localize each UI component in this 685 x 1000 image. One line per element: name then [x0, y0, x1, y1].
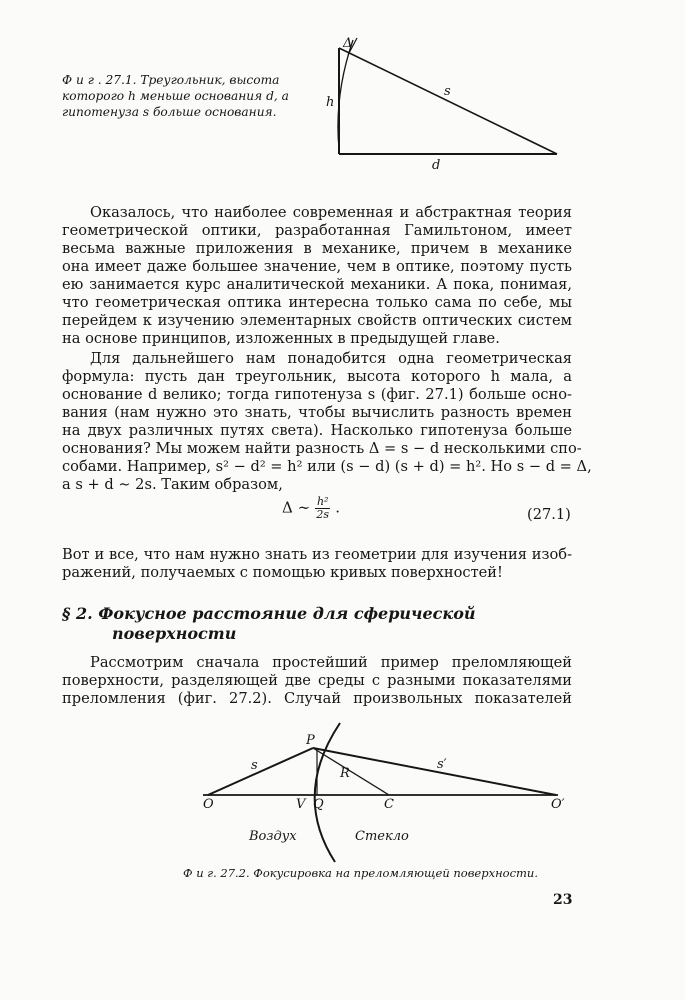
text-line: основание d велико; тогда гипотенуза s (фиг. 27.1) больше осно-: [62, 386, 572, 403]
formula-denominator: 2s: [316, 508, 330, 521]
label-O: O: [203, 797, 214, 812]
equation-number: (27.1): [527, 506, 571, 523]
section-heading: [62, 604, 532, 644]
text-line: Для дальнейшего нам понадобится одна геометрическая: [90, 350, 572, 367]
text-line: вания (нам нужно это знать, чтобы вычислить разность времен: [62, 404, 572, 421]
figure-27-2-caption: Ф и г. 27.2. Фокусировка на преломляющей поверхности.: [183, 866, 538, 880]
label-Q: Q: [313, 797, 324, 812]
formula-lhs: Δ ∼: [282, 498, 311, 517]
label-V: V: [296, 797, 306, 812]
label-O-prime: O′: [551, 797, 565, 812]
page-number: 23: [553, 892, 573, 908]
text-line: собами. Например, s² − d² = h² или (s − d) (s + d) = h². Но s − d = Δ,: [62, 458, 592, 475]
triangle-hypotenuse: [339, 48, 557, 154]
text-line: формула: пусть дан треугольник, высота которого h мала, а: [62, 368, 572, 385]
label-delta: Δ: [343, 36, 353, 51]
section-title-line-2: поверхности: [112, 624, 237, 643]
ray-s: [208, 748, 313, 795]
formula-fraction: [315, 496, 331, 521]
text-line: преломления (фиг. 27.2). Случай произвольных показателей: [62, 690, 572, 707]
formula-27-1: [282, 496, 340, 521]
label-air: Воздух: [249, 829, 297, 844]
label-glass: Стекло: [355, 829, 409, 844]
label-R: R: [340, 766, 350, 781]
text-line: ею занимается курс аналитической механики. А пока, понимая,: [62, 276, 572, 293]
text-line: на двух различных путях света). Насколько гипотенуза больше: [62, 422, 572, 439]
text-line: весьма важные приложения в механике, причем в механике: [62, 240, 572, 257]
text-line: ражений, получаемых с помощью кривых поверхностей!: [62, 564, 503, 581]
text-line: а s + d ∼ 2s. Таким образом,: [62, 476, 283, 493]
label-P: P: [306, 733, 315, 748]
refracting-surface: [315, 723, 340, 862]
section-title-line-1: § 2. Фокусное расстояние для сферической: [62, 604, 476, 623]
text-line: геометрической оптики, разработанная Гамильтоном, имеет: [62, 222, 572, 239]
text-line: основания? Мы можем найти разность Δ = s − d несколькими спо-: [62, 440, 582, 457]
label-h: h: [326, 95, 335, 110]
paragraph-3: [62, 546, 572, 582]
paragraph-4: [62, 654, 572, 708]
caption-line: Ф и г . 27.1. Треугольник, высота: [62, 73, 280, 87]
text-line: Рассмотрим сначала простейший пример преломляющей: [90, 654, 572, 671]
text-line: что геометрическая оптика интересна только сама по себе, мы: [62, 294, 572, 311]
text-line: перейдем к изучению элементарных свойств оптических систем: [62, 312, 572, 329]
text-line: Вот и все, что нам нужно знать из геометрии для изучения изоб-: [62, 546, 572, 563]
label-s-fig2: s: [251, 758, 258, 773]
text-line: поверхности, разделяющей две среды с разными показателями: [62, 672, 572, 689]
text-line: она имеет даже большее значение, чем в оптике, поэтому пусть: [62, 258, 572, 275]
formula-tail: .: [335, 498, 341, 517]
arc-s-equal-d: [338, 40, 353, 149]
text-line: Оказалось, что наиболее современная и абстрактная теория: [90, 204, 572, 221]
text-line: на основе принципов, изложенных в предыдущей главе.: [62, 330, 500, 347]
label-s: s: [444, 84, 451, 99]
label-d: d: [432, 158, 441, 173]
label-s-prime: s′: [437, 757, 447, 772]
label-C: C: [384, 797, 394, 812]
caption-line: гипотенуза s больше основания.: [62, 105, 277, 119]
caption-line: которого h меньше основания d, а: [62, 89, 289, 103]
paragraph-1: [62, 204, 572, 348]
formula-numerator: h²: [316, 495, 329, 508]
paragraph-2: [62, 350, 592, 494]
